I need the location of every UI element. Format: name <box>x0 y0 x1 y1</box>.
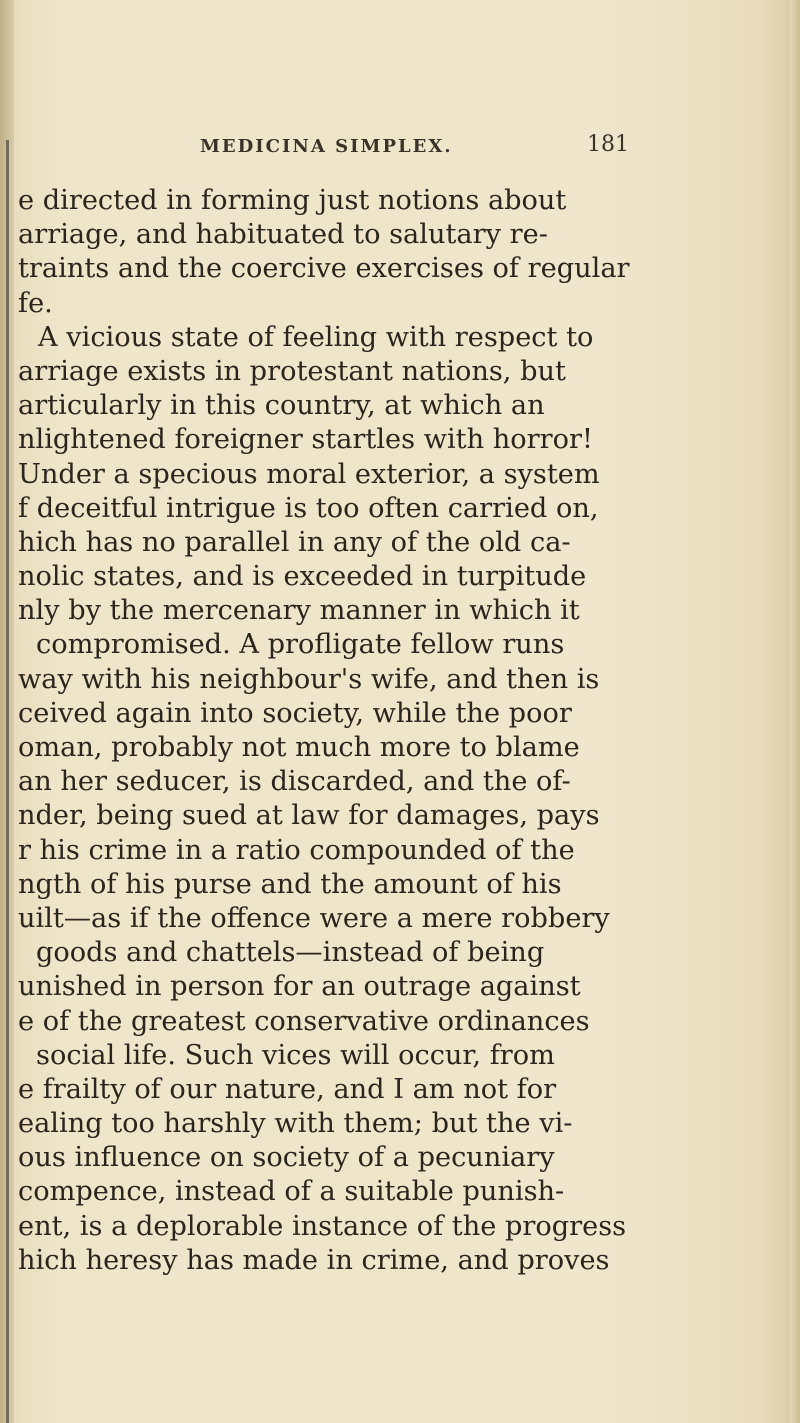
text-line: nly by the mercenary manner in which it <box>18 595 580 627</box>
text-line: arriage, and habituated to salutary re- <box>18 219 548 251</box>
text-line: fe. <box>18 287 53 319</box>
text-line: uilt—as if the offence were a mere robbery <box>18 902 610 934</box>
text-line: compence, instead of a suitable punish- <box>18 1176 565 1208</box>
body-text <box>18 184 788 1278</box>
text-line: ous influence on society of a pecuniary <box>18 1142 555 1174</box>
page-edge <box>790 0 800 1423</box>
text-line: way with his neighbour's wife, and then is <box>18 663 600 695</box>
text-line: compromised. A profligate fellow runs <box>36 629 565 661</box>
text-line: A vicious state of feeling with respect to <box>38 321 594 353</box>
running-title: MEDICINA SIMPLEX. <box>200 136 453 157</box>
text-line: e directed in forming just notions about <box>18 185 567 216</box>
text-line: e frailty of our nature, and I am not for <box>18 1073 557 1105</box>
text-line: f deceitful intrigue is too often carried on, <box>18 492 599 524</box>
text-line: nder, being sued at law for damages, pays <box>18 800 600 832</box>
text-line: ceived again into society, while the poor <box>18 697 572 729</box>
text-line: Under a specious moral exterior, a system <box>18 458 600 490</box>
text-line: nlightened foreigner startles with horror! <box>18 424 593 456</box>
text-line: nolic states, and is exceeded in turpitude <box>18 561 587 593</box>
text-line: articularly in this country, at which an <box>18 390 545 422</box>
text-line: traints and the coercive exercises of regular <box>18 253 630 285</box>
text-line: unished in person for an outrage against <box>18 971 581 1003</box>
page-number: 181 <box>587 132 629 157</box>
text-line: goods and chattels—instead of being <box>36 937 545 969</box>
text-line: ngth of his purse and the amount of his <box>18 868 562 900</box>
text-line: e of the greatest conservative ordinances <box>18 1005 590 1037</box>
text-line: social life. Such vices will occur, from <box>36 1039 555 1071</box>
text-line: arriage exists in protestant nations, but <box>18 355 566 387</box>
running-head <box>200 132 640 176</box>
binding-edge <box>6 140 9 1423</box>
text-line: hich has no parallel in any of the old ca- <box>18 526 571 558</box>
text-line: ent, is a deplorable instance of the progress <box>18 1210 627 1242</box>
text-line: an her seducer, is discarded, and the of- <box>18 766 571 798</box>
text-line: ealing too harshly with them; but the vi- <box>18 1108 573 1140</box>
text-line: r his crime in a ratio compounded of the <box>18 834 575 866</box>
text-line: oman, probably not much more to blame <box>18 732 580 763</box>
text-line: hich heresy has made in crime, and proves <box>18 1244 610 1276</box>
